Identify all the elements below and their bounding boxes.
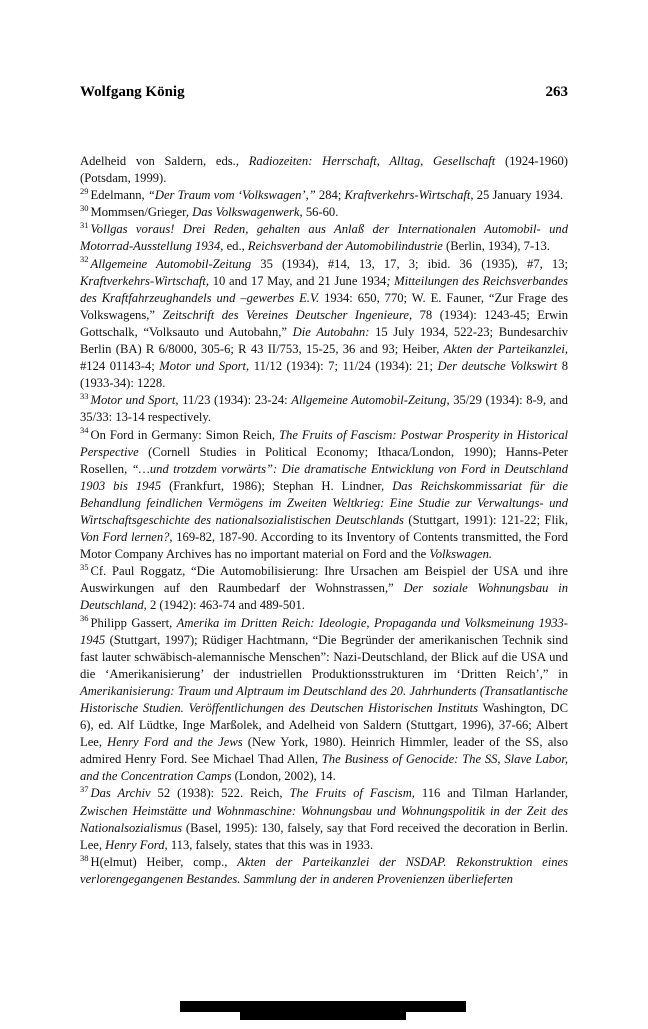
footnote-number: 34 <box>80 425 89 436</box>
footnote-36: $^{36}$ Philipp Gassert, Amerika im Dritten Reich: Ideologie, Propaganda und Volksmeinung 1933-1945 (Stuttgart, 1997); Rüdiger Hachtmann, “Die Begründer der amerikanischen Technik sind fast lauter schwäbisch-alemannische Menschen”: Nazi-Deutschland, der Blick auf die USA und die ‘Amerikanisierung’ der industriellen Produktionsstrukturen im ‘Dritten Reich’,” in Amerikanisierung: Traum und Alptraum im Deutschland des 20. Jahrhunderts (Transatlantische Historische Studien. Veröffentlichungen des Deutschen Historischen Instituts Washington, DC 6), ed. Alf Lüdtke, Inge Marßolek, and Adelheid von Saldern (Stuttgart, 1996), 37-66; Albert Lee, Henry Ford and the Jews (New York, 1980). Heinrich Himmler, leader of the SS, also admired Henry Ford. See Michael Thad Allen, The Business of Genocide: The SS, Slave Labor, and the Concentration Camps (London, 2002), 14. <box>80 613 569 784</box>
footnote-32: $^{32}$ Allgemeine Automobil-Zeitung 35 (1934), #14, 13, 17, 3; ibid. 36 (1935), #7, 13; Kraftverkehrs-Wirtschaft, 10 and 17 May, and 21 June 1934; Mitteilungen des Reichsverbandes des Kraftfahrzeughandels und –gewerbes E.V. 1934: 650, 770; W. E. Fauner, “Zur Frage des Volkswagens,” Zeitschrift des Vereines Deutscher Ingenieure, 78 (1934): 1243-45; Erwin Gottschalk, “Volksauto und Autobahn,” Die Autobahn: 15 July 1934, 522-23; Bundesarchiv Berlin (BA) R 6/8000, 305-6; R 43 II/753, 15-25, 36 and 93; Heiber, Akten der Parteikanzlei, #124 01143-4; Motor und Sport, 11/12 (1934): 7; 11/24 (1934): 21; Der deutsche Volkswirt 8 (1933-34): 1228. <box>80 254 569 391</box>
footnote-37: $^{37}$ Das Archiv 52 (1938): 522. Reich, The Fruits of Fascism, 116 and Tilman Harlander, Zwischen Heimstätte und Wohnmaschine: Wohnungsbau und Wohnungspolitik in der Zeit des Nationalsozialismus (Basel, 1995): 130, falsely, say that Ford received the decoration in Berlin. Lee, Henry Ford, 113, falsely, states that this was in 1933. <box>80 784 568 852</box>
footnote-number: 30 <box>80 203 89 214</box>
footnote-38: $^{38}$ H(elmut) Heiber, comp., Akten der Parteikanzlei der NSDAP. Rekonstruktion eines verlorengegangenen Bestandes. Sammlung der in anderen Provenienzen überlieferten <box>80 852 569 886</box>
running-header <box>80 84 568 104</box>
footnote-number: 32 <box>80 254 89 265</box>
footnote-continuation: Adelheid von Saldern, eds., Radiozeiten: Herrschaft, Alltag, Gesellschaft (1924-1960) (Potsdam, 1999). <box>80 154 568 186</box>
footnote-number: 33 <box>80 391 89 402</box>
footnote-29: $^{29}$ Edelmann, “Der Traum vom ‘Volkswagen’,” 284; Kraftverkehrs-Wirtschaft, 25 January 1934. <box>80 186 564 203</box>
footnote-35: $^{35}$ Cf. Paul Roggatz, “Die Automobilisierung: Ihre Ursachen am Beispiel der USA und ihre Auswirkungen auf den Raumbedarf der Wohnstrassen,” Der soziale Wohnungsbau in Deutschland, 2 (1942): 463-74 and 489-501. <box>80 562 568 613</box>
footnote-33: $^{33}$ Motor und Sport, 11/23 (1934): 23-24: Allgemeine Automobil-Zeitung, 35/29 (1934): 8-9, and 35/33: 13-14 respectively. <box>80 391 568 425</box>
footnotes-body <box>80 153 568 888</box>
scan-redaction-bar <box>180 1001 466 1012</box>
scan-redaction-bar-lower <box>240 1012 406 1020</box>
footnote-34: $^{34}$ On Ford in Germany: Simon Reich, The Fruits of Fascism: Postwar Prosperity in Historical Perspective (Cornell Studies in Political Economy; Ithaca/London, 1990); Hanns-Peter Rosellen, “…und trotzdem vorwärts”: Die dramatische Entwicklung von Ford in Deutschland 1903 bis 1945 (Frankfurt, 1986); Stephan H. Lindner, Das Reichskommissariat für die Behandlung feindlichen Vermögens im Zweiten Weltkrieg: Eine Studie zur Verwaltungs- und Wirtschaftsgeschichte des nationalsozialistischen Deutschlands (Stuttgart, 1991): 121-22; Flik, Von Ford lernen?, 169-82, 187-90. According to its Inventory of Contents transmitted, the Ford Motor Company Archives has no important material on Ford and the Volkswagen. <box>80 425 568 562</box>
footnote-number: 37 <box>80 784 89 795</box>
page-number: 263 <box>545 84 568 100</box>
footnote-number: 38 <box>80 852 89 863</box>
footnote-number: 29 <box>80 186 89 196</box>
running-head-author: Wolfgang König <box>80 84 185 100</box>
footnote-30: $^{30}$ Mommsen/Grieger, Das Volkswagenwerk, 56-60. <box>80 203 339 220</box>
footnote-number: 36 <box>80 613 89 624</box>
footnote-31: $^{31}$ Vollgas voraus! Drei Reden, gehalten aus Anlaß der Internationalen Automobil- und Motorrad-Ausstellung 1934, ed., Reichsverband der Automobilindustrie (Berlin, 1934), 7-13. <box>80 220 568 254</box>
footnote-number: 35 <box>80 562 89 573</box>
footnote-number: 31 <box>80 220 89 231</box>
